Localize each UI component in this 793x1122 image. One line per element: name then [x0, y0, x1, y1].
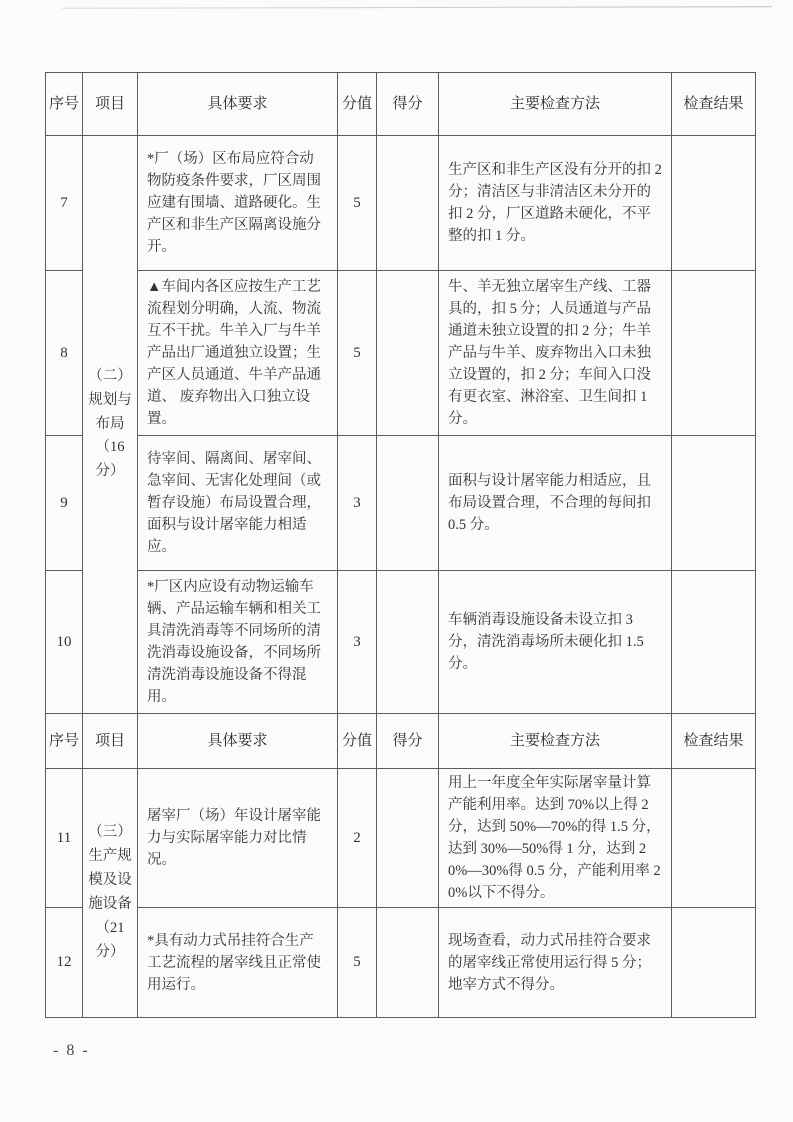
requirement-cell: 待宰间、隔离间、屠宰间、急宰间、无害化处理间（或暂存设施）布局设置合理，面积与设计屠宰能力相适应。 — [138, 436, 338, 571]
row-number-cell: 10 — [46, 571, 83, 714]
col-header-no: 序号 — [46, 73, 83, 136]
obtained-score-cell — [377, 908, 439, 1018]
requirement-cell: *厂区内应设有动物运输车辆、产品运输车辆和相关工具清洗消毒等不同场所的清洗消毒设施设备，不同场所清洗消毒设施设备不得混用。 — [138, 571, 338, 714]
table-header-row — [46, 73, 756, 136]
col-header-requirement: 具体要求 — [138, 714, 338, 769]
score-cell: 3 — [338, 571, 377, 714]
table-row-8 — [46, 271, 756, 436]
score-cell: 5 — [338, 271, 377, 436]
col-header-no: 序号 — [46, 714, 83, 769]
col-header-score: 分值 — [338, 714, 377, 769]
table-row-11 — [46, 769, 756, 908]
table-row-12 — [46, 908, 756, 1018]
requirement-cell: 屠宰厂（场）年设计屠宰能力与实际屠宰能力对比情况。 — [138, 769, 338, 908]
method-cell: 车辆消毒设施设备未设立扣 3 分，清洗消毒场所未硬化扣 1.5 分。 — [439, 571, 672, 714]
score-cell: 2 — [338, 769, 377, 908]
col-header-obtained: 得分 — [377, 73, 439, 136]
col-header-project: 项目 — [83, 714, 138, 769]
obtained-score-cell — [377, 769, 439, 908]
result-cell — [672, 571, 756, 714]
score-cell: 5 — [338, 136, 377, 271]
col-header-method: 主要检查方法 — [439, 73, 672, 136]
scan-edge-artifact — [62, 6, 772, 8]
obtained-score-cell — [377, 271, 439, 436]
result-cell — [672, 908, 756, 1018]
row-number-cell: 9 — [46, 436, 83, 571]
col-header-method: 主要检查方法 — [439, 714, 672, 769]
col-header-project: 项目 — [83, 73, 138, 136]
result-cell — [672, 769, 756, 908]
col-header-result: 检查结果 — [672, 73, 756, 136]
method-cell: 牛、羊无独立屠宰生产线、工器具的，扣 5 分；人员通道与产品通道未独立设置的扣 2 分；牛羊产品与牛羊、废弃物出入口未独立设置的，扣 2 分；车间入口没有更衣室、淋浴室、卫生间扣 1 分。 — [439, 271, 672, 436]
project-cell-scale: （三）生产规模及设施设备（21分） — [83, 769, 138, 1018]
result-cell — [672, 436, 756, 571]
inspection-criteria-table — [45, 72, 756, 1018]
method-cell: 生产区和非生产区没有分开的扣 2 分；清洁区与非清洁区未分开的扣 2 分，厂区道路未硬化，不平整的扣 1 分。 — [439, 136, 672, 271]
obtained-score-cell — [377, 571, 439, 714]
row-number-cell: 12 — [46, 908, 83, 1018]
table-header-row-repeat — [46, 714, 756, 769]
method-cell: 用上一年度全年实际屠宰量计算产能利用率。达到 70%以上得 2 分，达到 50%—70%的得 1.5 分，达到 30%—50%得 1 分，达到 20%—30%得 0.5 分，产能利用率 20%以下不得分。 — [439, 769, 672, 908]
requirement-cell: ▲车间内各区应按生产工艺流程划分明确，人流、物流互不干扰。牛羊入厂与牛羊产品出厂通道独立设置；生产区人员通道、牛羊产品通道、 废弃物出入口独立设置。 — [138, 271, 338, 436]
obtained-score-cell — [377, 136, 439, 271]
score-cell: 3 — [338, 436, 377, 571]
score-cell: 5 — [338, 908, 377, 1018]
col-header-result: 检查结果 — [672, 714, 756, 769]
row-number-cell: 7 — [46, 136, 83, 271]
col-header-obtained: 得分 — [377, 714, 439, 769]
row-number-cell: 11 — [46, 769, 83, 908]
table-row-9 — [46, 436, 756, 571]
col-header-requirement: 具体要求 — [138, 73, 338, 136]
result-cell — [672, 136, 756, 271]
table-row-10 — [46, 571, 756, 714]
table-row-7 — [46, 136, 756, 271]
project-cell-planning: （二）规划与布局（16分） — [83, 136, 138, 714]
page-number: - 8 - — [53, 1042, 90, 1059]
result-cell — [672, 271, 756, 436]
obtained-score-cell — [377, 436, 439, 571]
row-number-cell: 8 — [46, 271, 83, 436]
requirement-cell: *具有动力式吊挂符合生产工艺流程的屠宰线且正常使用运行。 — [138, 908, 338, 1018]
col-header-score: 分值 — [338, 73, 377, 136]
requirement-cell: *厂（场）区布局应符合动物防疫条件要求，厂区周围应建有围墙、道路硬化。生产区和非生产区隔离设施分开。 — [138, 136, 338, 271]
method-cell: 面积与设计屠宰能力相适应，且布局设置合理，不合理的每间扣 0.5 分。 — [439, 436, 672, 571]
method-cell: 现场查看，动力式吊挂符合要求的屠宰线正常使用运行得 5 分；地宰方式不得分。 — [439, 908, 672, 1018]
